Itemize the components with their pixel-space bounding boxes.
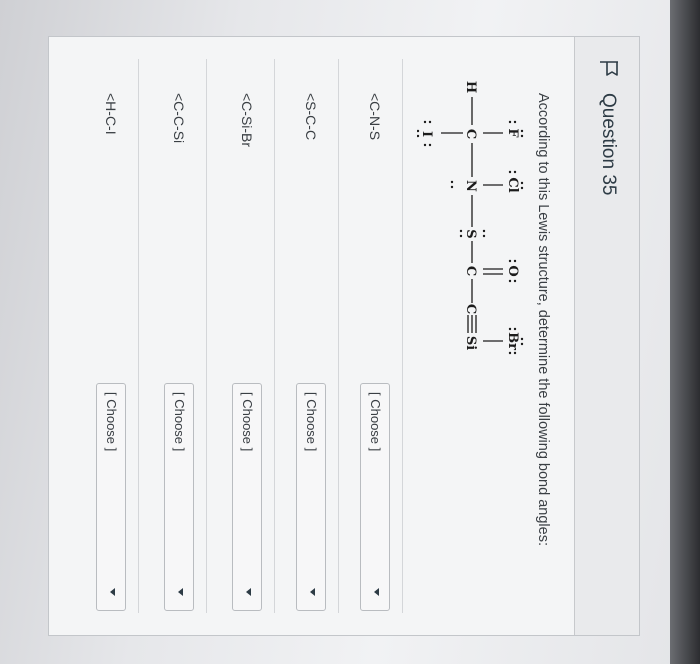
monitor-bezel [670, 0, 700, 664]
flag-icon[interactable] [597, 57, 621, 81]
question-prompt: According to this Lewis structure, determine the following bond angles: [535, 93, 551, 546]
bond-angle-row [82, 59, 139, 613]
bond-angle-label: <S-C-C [303, 93, 319, 141]
rotated-quiz-view [42, 30, 642, 640]
bond-angle-row [150, 59, 207, 613]
bond-angle-row [218, 59, 275, 613]
bond-angle-label: <C-N-S [367, 93, 383, 141]
caret-down-icon [310, 588, 315, 596]
dropdown-value: [ Choose ] [240, 392, 255, 452]
atom-c2: C [463, 265, 478, 277]
bond-angle-row [282, 59, 339, 613]
caret-down-icon [110, 588, 115, 596]
question-card [48, 36, 640, 636]
atom-c1: C [463, 128, 478, 140]
atom-n: N [463, 180, 478, 192]
caret-down-icon [374, 588, 379, 596]
atom-si: Si [463, 335, 478, 351]
lewis-structure-diagram [417, 77, 527, 387]
dropdown-value: [ Choose ] [172, 392, 187, 452]
dropdown-value: [ Choose ] [304, 392, 319, 452]
bond-angle-label: <C-C-Si [171, 93, 187, 144]
question-header [574, 37, 639, 635]
answer-dropdown[interactable] [296, 383, 326, 611]
answer-dropdown[interactable] [232, 383, 262, 611]
atom-c3: C [463, 303, 478, 315]
dropdown-value: [ Choose ] [368, 392, 383, 452]
atom-o: O [505, 265, 520, 277]
atom-cl: Cl [505, 177, 520, 193]
atom-s: S [463, 229, 478, 239]
atom-br: Br [505, 332, 520, 350]
caret-down-icon [178, 588, 183, 596]
bond-angle-label: <H-C-I [103, 93, 119, 135]
dropdown-value: [ Choose ] [104, 392, 119, 452]
bond-angle-label: <C-Si-Br [239, 93, 255, 148]
answer-dropdown[interactable] [96, 383, 126, 611]
answer-dropdown[interactable] [164, 383, 194, 611]
answer-dropdown[interactable] [360, 383, 390, 611]
atom-h: H [463, 80, 478, 94]
caret-down-icon [246, 588, 251, 596]
question-title: Question 35 [598, 93, 619, 196]
atom-i: I [419, 130, 434, 138]
atom-f: F [505, 128, 520, 138]
bond-angle-row [346, 59, 403, 613]
